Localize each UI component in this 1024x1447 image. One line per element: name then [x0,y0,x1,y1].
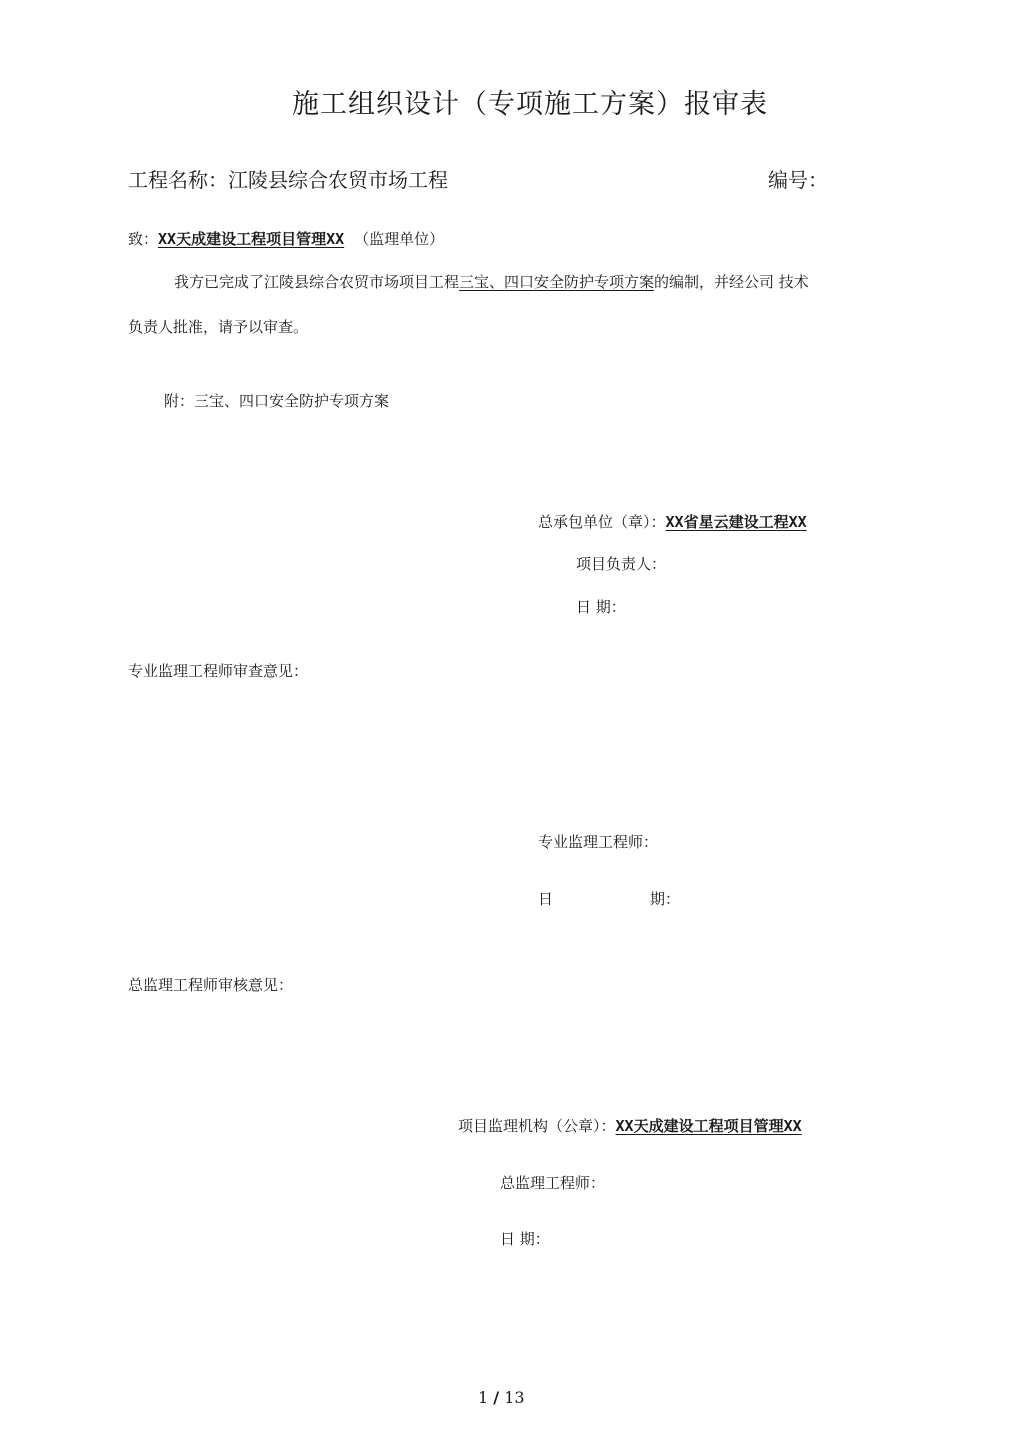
specialist-date-char1: 日 [538,890,554,908]
chief-engineer-label: 总监理工程师： [500,1174,606,1192]
specialist-date-char2: 期： [650,890,681,908]
contractor-date-label: 日 期： [576,598,626,616]
specialist-engineer-label: 专业监理工程师： [538,833,659,851]
project-manager-label: 项目负责人： [576,555,667,573]
page-number [478,1388,525,1407]
supervisor-unit-role: （监理单位） [354,230,445,248]
project-name-line [128,164,448,193]
page-title: 施工组织设计（专项施工方案）报审表 [292,89,768,120]
body-text-part2: 的编制，并经公司 技术 [654,273,809,291]
specialist-opinion-label: 专业监理工程师审查意见： [128,662,309,680]
supervisor-unit-name: XX天成建设工程项目管理XX [158,230,345,248]
body-text-part1: 我方已完成了江陵县综合农贸市场项目工程 [174,273,460,291]
contractor-unit-label: 总承包单位（章）： [538,513,666,531]
supervision-org-name: XX天成建设工程项目管理XX [615,1117,802,1135]
project-label: 工程名称： [128,168,228,192]
chief-opinion-label: 总监理工程师审核意见： [128,976,294,994]
serial-number-label: 编号： [768,168,828,192]
contractor-unit-line [538,511,807,532]
page-separator: / [493,1388,500,1407]
plan-name-underlined: 三宝、四口安全防护专项方案 [459,273,655,291]
chief-date-label: 日 期： [500,1230,550,1248]
recipient-line [128,228,444,249]
to-label: 致： [128,230,159,248]
page-current: 1 [478,1388,489,1407]
page-total: 13 [504,1388,525,1407]
body-paragraph-line-2: 负责人批准，请予以审查。 [128,318,309,336]
supervision-org-label: 项目监理机构（公章）： [458,1117,616,1135]
supervision-org-line [458,1115,802,1136]
attachment-line: 附：三宝、四口安全防护专项方案 [164,392,390,410]
body-paragraph-line-1 [174,271,809,292]
project-name: 江陵县综合农贸市场工程 [228,168,448,192]
contractor-unit-name: XX省星云建设工程XX [665,513,807,531]
